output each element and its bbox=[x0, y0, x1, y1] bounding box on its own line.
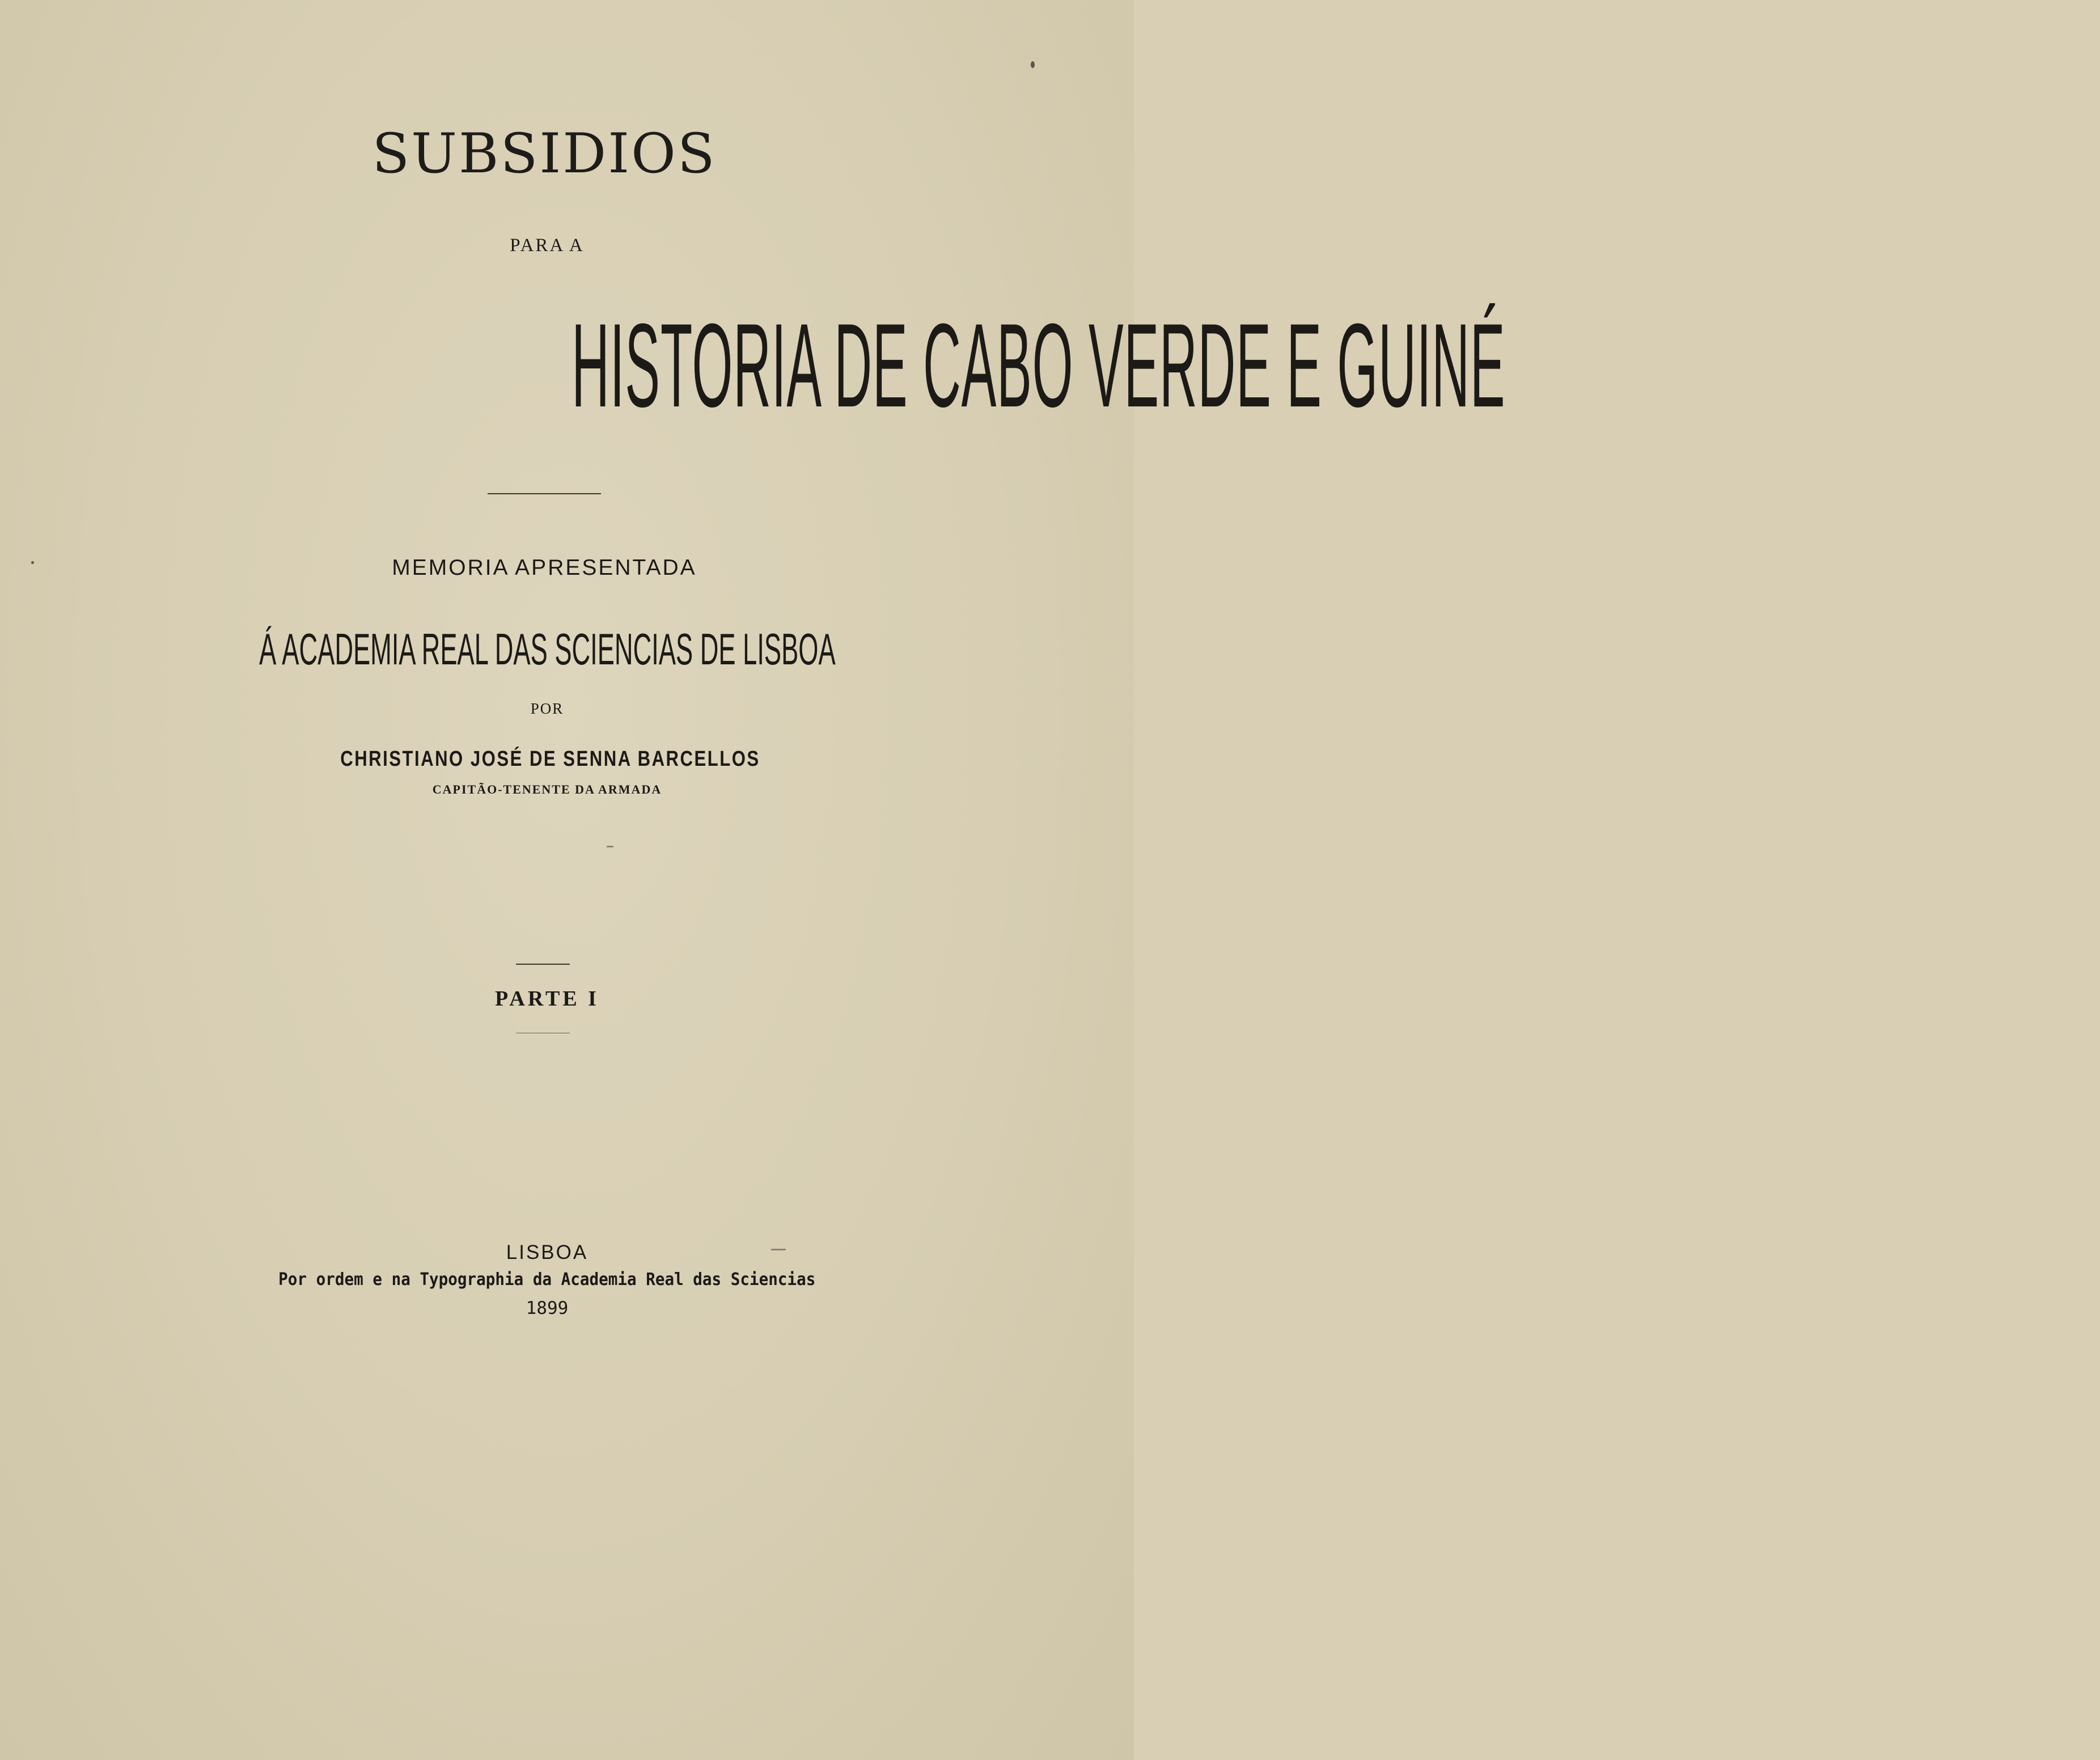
by-text: POR bbox=[530, 700, 564, 717]
imprint-year: 1899 bbox=[526, 1298, 569, 1318]
author-rank: CAPITÃO-TENENTE DA ARMADA bbox=[432, 782, 662, 796]
title-top: SUBSIDIOS bbox=[372, 122, 717, 185]
title-divider bbox=[488, 493, 601, 494]
subtitle-line-1: MEMORIA APRESENTADA bbox=[392, 555, 697, 580]
main-title bbox=[0, 299, 1506, 432]
connector-text: PARA A bbox=[510, 235, 585, 256]
part-label: PARTE I bbox=[495, 987, 599, 1011]
subtitle-line-2 bbox=[0, 624, 1114, 675]
paper-mark bbox=[607, 846, 613, 847]
imprint-publisher bbox=[0, 1270, 1114, 1290]
part-divider-top bbox=[516, 964, 570, 965]
main-title-text: HISTORIA DE CABO VERDE E GUINÉ bbox=[571, 299, 1506, 432]
author-name-text: CHRISTIANO JOSÉ DE SENNA BARCELLOS bbox=[340, 747, 760, 771]
paper-speck bbox=[31, 561, 34, 564]
imprint-publisher-text: Por ordem e na Typographia da Academia Real das Sciencias bbox=[278, 1270, 816, 1290]
imprint-city: LISBOA bbox=[506, 1241, 588, 1263]
paper-mark bbox=[771, 1249, 786, 1250]
paper-speck bbox=[1031, 61, 1035, 68]
subtitle-line-2-text: Á ACADEMIA REAL DAS SCIENCIAS DE LISBOA bbox=[259, 624, 836, 674]
author-name bbox=[0, 747, 1117, 771]
